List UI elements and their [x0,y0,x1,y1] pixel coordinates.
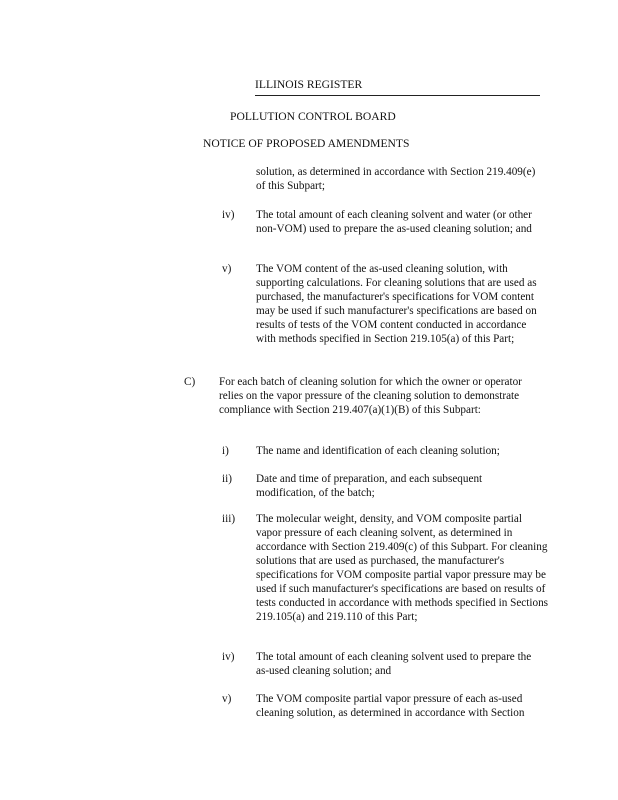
sub-label-iii: iii) [222,513,236,525]
sub-label-i: i) [222,445,229,457]
sub-label-iv: iv) [222,651,235,663]
sub-text-iv: The total amount of each cleaning solvent used to prepare the as-used cleaning solution; and [256,651,532,677]
header-rule [255,95,540,96]
register-title: ILLINOIS REGISTER [255,78,363,91]
item-label-v: v) [222,263,232,275]
notice-title: NOTICE OF PROPOSED AMENDMENTS [203,137,410,150]
section-label-c: C) [184,376,196,388]
section-text-c: For each batch of cleaning solution for which the owner or operator relies on the vapor pressure of the cleaning solution to demonstrate compliance with Section 219.407(a)(1)(B) of this Subpart: [219,376,522,416]
sub-label-v: v) [222,693,232,705]
sub-text-i: The name and identification of each cleaning solution; [256,445,500,457]
sub-text-v: The VOM composite partial vapor pressure of each as-used cleaning solution, as determined in accordance with Section [256,693,525,719]
continuation-paragraph: solution, as determined in accordance with Section 219.409(e) of this Subpart; [256,166,536,192]
item-text-iv: The total amount of each cleaning solvent and water (or other non-VOM) used to prepare the as-used cleaning solution; and [256,209,532,235]
item-text-v: The VOM content of the as-used cleaning solution, with supporting calculations. For cleaning solutions that are used as purchased, the manufacturer's specifications for VOM content may be used if such manufacturer's specifications are based on results of tests of the VOM content conducted in accordance with methods specified in Section 219.105(a) of this Part; [256,263,537,345]
board-title: POLLUTION CONTROL BOARD [230,110,396,123]
sub-text-ii: Date and time of preparation, and each subsequent modification, of the batch; [256,473,483,499]
sub-label-ii: ii) [222,473,232,485]
item-label-iv: iv) [222,209,235,221]
sub-text-iii: The molecular weight, density, and VOM composite partial vapor pressure of each cleaning solvent, as determined in accordance with Section 219.409(c) of this Subpart. For cleaning solutions that are used as purchased, the manufacturer's specifications for VOM composite partial vapor pressure may be used if such manufacturer's specifications are based on results of tests conducted in accordance with methods specified in Sections 219.105(a) and 219.110 of this Part; [256,513,549,623]
